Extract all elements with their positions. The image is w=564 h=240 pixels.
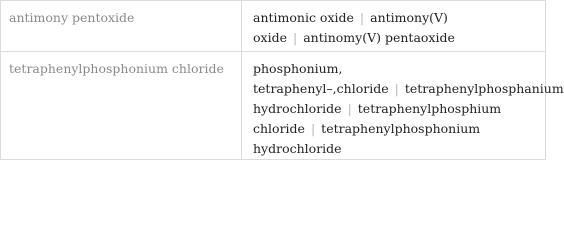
synonym: phosphonium, tetraphenyl–,chloride <box>253 61 389 96</box>
separator: | <box>292 30 298 45</box>
separator: | <box>394 81 399 96</box>
separator: | <box>310 121 316 136</box>
synonyms-cell <box>242 1 546 52</box>
compound-name: antimony pentoxide <box>9 10 135 25</box>
synonym: antimonic oxide <box>253 10 354 25</box>
compound-name-cell <box>1 52 242 160</box>
synonyms-cell <box>242 52 564 160</box>
synonym: tetraphenylphosphonium hydrochloride <box>253 121 481 156</box>
table-row <box>1 1 546 52</box>
compound-name-cell <box>1 1 242 52</box>
separator: | <box>359 10 365 25</box>
synonym: antimony(V) oxide <box>253 10 448 45</box>
synonym-list <box>242 52 564 159</box>
synonym: antinomy(V) pentaoxide <box>303 30 455 45</box>
separator: | <box>347 101 352 116</box>
table-row <box>1 52 546 160</box>
synonym-list <box>242 1 545 48</box>
compound-name: tetraphenylphosphonium chloride <box>9 61 224 76</box>
synonym: tetraphenylphosphanium hydrochloride <box>253 81 564 116</box>
synonym: tetraphenylphosphium chloride <box>253 101 502 136</box>
